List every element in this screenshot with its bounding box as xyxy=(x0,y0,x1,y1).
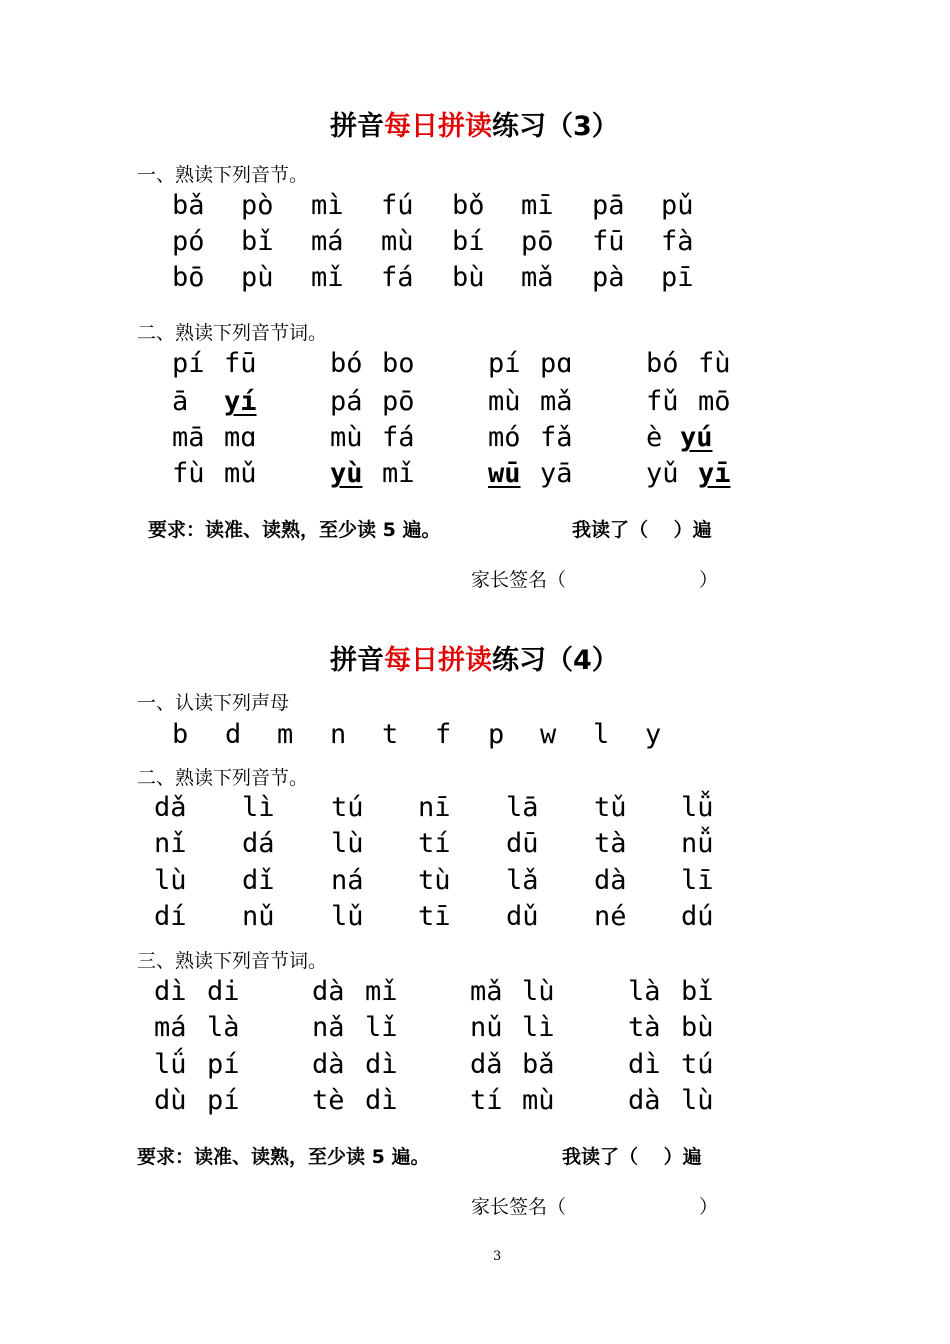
word-syllable: pí xyxy=(488,348,521,379)
word-syllable: bù xyxy=(681,1012,714,1043)
syllable: tǔ xyxy=(594,792,627,823)
title-suffix: 练习（4） xyxy=(492,645,619,676)
word-syllable: pí xyxy=(207,1049,240,1080)
word-syllable: mù xyxy=(330,422,363,453)
word-syllable: pá xyxy=(330,386,363,417)
syllable: lù xyxy=(154,865,187,896)
syllable: mù xyxy=(381,226,414,257)
page-title-3 xyxy=(330,104,619,143)
title-highlight: 每日拼读 xyxy=(384,111,492,142)
word-syllable-emphasized: yí xyxy=(224,386,257,417)
word-syllable: fù xyxy=(698,348,731,379)
syllable: bǎ xyxy=(172,190,205,221)
syllable: nǔ xyxy=(242,901,275,932)
word-syllable: tà xyxy=(628,1012,661,1043)
initial: l xyxy=(593,719,610,750)
syllable: mǎ xyxy=(521,262,554,293)
syllable: bǒ xyxy=(452,190,485,221)
word-syllable: là xyxy=(207,1012,240,1043)
syllable: mǐ xyxy=(311,262,344,293)
syllable: lì xyxy=(242,792,275,823)
word-syllable: mù xyxy=(488,386,521,417)
word-syllable-emphasized: wū xyxy=(488,458,521,489)
word-syllable: tí xyxy=(470,1085,503,1116)
word-syllable: mǐ xyxy=(382,458,415,489)
syllable: bí xyxy=(452,226,485,257)
syllable: né xyxy=(594,901,627,932)
word-syllable: mō xyxy=(698,386,731,417)
word-syllable: mó xyxy=(488,422,521,453)
word-syllable: dà xyxy=(312,976,345,1007)
word-syllable: dì xyxy=(628,1049,661,1080)
section-heading: 二、熟读下列音节。 xyxy=(137,767,309,789)
read-count: 我读了（ ）遍 xyxy=(562,1146,702,1168)
word-syllable: mǎ xyxy=(470,976,503,1007)
word-syllable: dì xyxy=(365,1085,398,1116)
word-syllable: fǎ xyxy=(540,422,573,453)
read-count: 我读了（ ）遍 xyxy=(572,519,712,541)
word-syllable: yǔ xyxy=(646,458,679,489)
syllable: pō xyxy=(521,226,554,257)
word-syllable: mǔ xyxy=(224,458,257,489)
parent-signature: 家长签名（ ） xyxy=(471,569,719,591)
parent-signature: 家长签名（ ） xyxy=(471,1196,719,1218)
syllable: mī xyxy=(521,190,554,221)
word-syllable: pí xyxy=(207,1085,240,1116)
syllable: lā xyxy=(506,792,539,823)
initial: p xyxy=(488,719,505,750)
initial: w xyxy=(540,719,557,750)
syllable: nǚ xyxy=(681,828,714,859)
syllable: nī xyxy=(418,792,451,823)
title-prefix: 拼音 xyxy=(330,645,384,676)
syllable: bù xyxy=(452,262,485,293)
section-heading: 三、熟读下列音节词。 xyxy=(137,950,328,972)
syllable: pó xyxy=(172,226,205,257)
syllable: pù xyxy=(241,262,274,293)
syllable: tà xyxy=(594,828,627,859)
word-syllable: là xyxy=(628,976,661,1007)
syllable: lǎ xyxy=(506,865,539,896)
title-highlight: 每日拼读 xyxy=(384,645,492,676)
word-syllable: fū xyxy=(224,348,257,379)
word-syllable: bó xyxy=(330,348,363,379)
word-syllable: pō xyxy=(382,386,415,417)
syllable: bō xyxy=(172,262,205,293)
word-syllable: dà xyxy=(628,1085,661,1116)
word-syllable: dà xyxy=(312,1049,345,1080)
word-syllable: fù xyxy=(172,458,205,489)
requirement-text: 要求：读准、读熟，至少读 5 遍。 xyxy=(137,1146,430,1168)
word-syllable: pɑ xyxy=(540,348,573,379)
syllable: fà xyxy=(661,226,694,257)
word-syllable: mǎ xyxy=(540,386,573,417)
word-syllable: bǎ xyxy=(522,1049,555,1080)
initial: f xyxy=(435,719,452,750)
syllable: bǐ xyxy=(241,226,274,257)
word-syllable: lù xyxy=(681,1085,714,1116)
title-prefix: 拼音 xyxy=(330,111,384,142)
word-syllable: má xyxy=(154,1012,187,1043)
syllable: mì xyxy=(311,190,344,221)
word-syllable: dì xyxy=(154,976,187,1007)
word-syllable: è xyxy=(646,422,663,453)
syllable: lǚ xyxy=(681,792,714,823)
syllable: pǔ xyxy=(661,190,694,221)
word-syllable: tú xyxy=(681,1049,714,1080)
syllable: dá xyxy=(242,828,275,859)
word-syllable: yā xyxy=(540,458,573,489)
word-syllable: lǘ xyxy=(154,1049,187,1080)
word-syllable: pí xyxy=(172,348,205,379)
syllable: fá xyxy=(381,262,414,293)
title-suffix: 练习（3） xyxy=(492,111,619,142)
section-heading: 一、认读下列声母 xyxy=(137,692,290,714)
syllable: dú xyxy=(681,901,714,932)
word-syllable: lì xyxy=(522,1012,555,1043)
syllable: fū xyxy=(592,226,625,257)
word-syllable: bó xyxy=(646,348,679,379)
syllable: tī xyxy=(418,901,451,932)
word-syllable-emphasized: yú xyxy=(680,422,713,453)
syllable: dà xyxy=(594,865,627,896)
word-syllable: mā xyxy=(172,422,205,453)
syllable: dǔ xyxy=(506,901,539,932)
page-title-4 xyxy=(330,638,619,677)
initial: m xyxy=(277,719,294,750)
word-syllable-emphasized: yī xyxy=(698,458,731,489)
syllable: tù xyxy=(418,865,451,896)
word-syllable: dì xyxy=(365,1049,398,1080)
initial: b xyxy=(172,719,189,750)
syllable: pā xyxy=(592,190,625,221)
syllable: má xyxy=(311,226,344,257)
word-syllable: bǐ xyxy=(681,976,714,1007)
syllable: nǐ xyxy=(154,828,187,859)
word-syllable: lù xyxy=(522,976,555,1007)
page-number: 3 xyxy=(493,1249,502,1264)
initial: y xyxy=(645,719,662,750)
word-syllable: mɑ xyxy=(224,422,257,453)
section-heading: 二、熟读下列音节词。 xyxy=(137,322,328,344)
syllable: lù xyxy=(331,828,364,859)
word-syllable: nǔ xyxy=(470,1012,503,1043)
word-syllable: tè xyxy=(312,1085,345,1116)
initial: t xyxy=(382,719,399,750)
word-syllable: mù xyxy=(522,1085,555,1116)
word-syllable: fǔ xyxy=(646,386,679,417)
syllable: dǎ xyxy=(154,792,187,823)
section-heading: 一、熟读下列音节。 xyxy=(137,164,309,186)
initial: n xyxy=(330,719,347,750)
syllable: dí xyxy=(154,901,187,932)
syllable: dǐ xyxy=(242,865,275,896)
syllable: tú xyxy=(331,792,364,823)
initial: d xyxy=(225,719,242,750)
word-syllable-emphasized: yù xyxy=(330,458,363,489)
word-syllable: di xyxy=(207,976,240,1007)
syllable: dū xyxy=(506,828,539,859)
word-syllable: bo xyxy=(382,348,415,379)
syllable: pò xyxy=(241,190,274,221)
syllable: tí xyxy=(418,828,451,859)
requirement-text: 要求：读准、读熟，至少读 5 遍。 xyxy=(148,519,441,541)
word-syllable: lǐ xyxy=(365,1012,398,1043)
word-syllable: fá xyxy=(382,422,415,453)
syllable: pà xyxy=(592,262,625,293)
word-syllable: mǐ xyxy=(365,976,398,1007)
syllable: fú xyxy=(381,190,414,221)
word-syllable: dǎ xyxy=(470,1049,503,1080)
syllable: lī xyxy=(681,865,714,896)
syllable: pī xyxy=(661,262,694,293)
syllable: lǔ xyxy=(331,901,364,932)
syllable: ná xyxy=(331,865,364,896)
word-syllable: nǎ xyxy=(312,1012,345,1043)
word-syllable: ā xyxy=(172,386,189,417)
word-syllable: dù xyxy=(154,1085,187,1116)
